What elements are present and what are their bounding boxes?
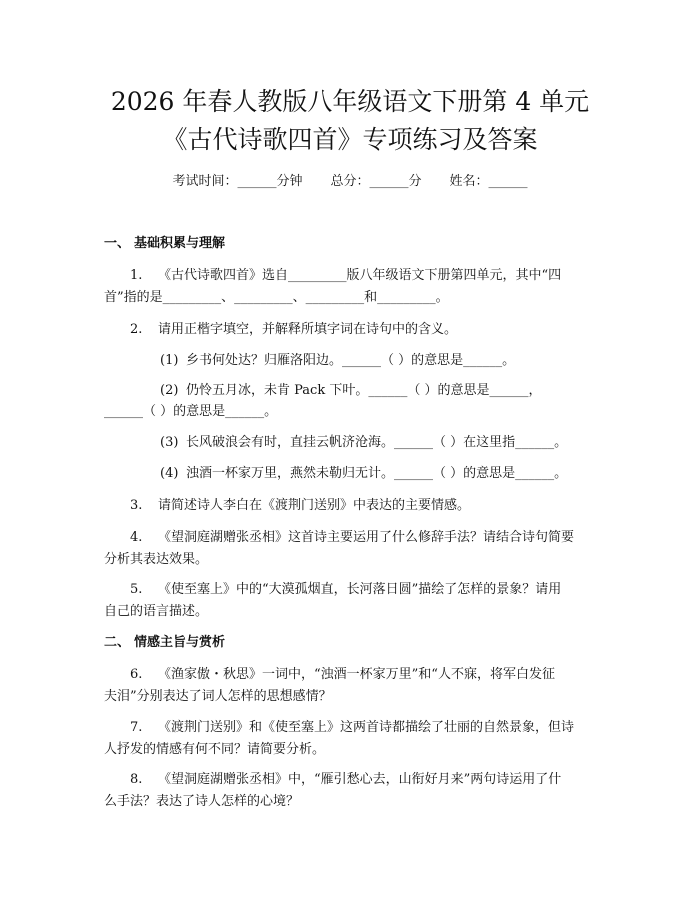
question-7-cont: 人抒发的情感有何不同？请简要分析。: [104, 742, 326, 757]
page-title-line2: 《古代诗歌四首》专项练习及答案: [162, 125, 538, 154]
question-6-cont: 夫泪”分别表达了词人怎样的思想感情？: [104, 689, 332, 704]
question-7: [130, 716, 574, 735]
subquestion-text: 仍怜五月冰，未肯 Pack 下叶。______（ ）的意思是______，: [186, 383, 542, 398]
question-number: 1.: [130, 268, 143, 283]
page-title-line1: 2026 年春人教版八年级语文下册第 4 单元: [110, 87, 590, 116]
subquestion-2-2: [160, 379, 541, 398]
section-title: 基础积累与理解: [134, 236, 226, 251]
question-1: [130, 264, 561, 283]
subquestion-2-4: [160, 462, 567, 481]
question-number: 6.: [130, 667, 143, 682]
question-text: 《古代诗歌四首》选自_________版八年级语文下册第四单元，其中“四: [158, 268, 562, 283]
exam-meta: [0, 170, 700, 189]
section-number: 一、: [104, 236, 131, 251]
section-heading-1: [104, 232, 225, 251]
question-text: 《渡荆门送别》和《使至塞上》这两首诗都描绘了壮丽的自然景象，但诗: [158, 720, 575, 735]
question-number: 3.: [130, 498, 143, 513]
question-5-cont: 自己的语言描述。: [104, 604, 209, 619]
question-8-cont: 么手法？表达了诗人怎样的心境？: [104, 794, 300, 809]
question-5: [130, 578, 561, 597]
subquestion-number: (1): [160, 353, 179, 368]
subquestion-text: 浊酒一杯家万里，燕然未勒归无计。______（ ）的意思是______。: [186, 466, 568, 481]
subquestion-2-2-cont: ______（ ）的意思是______。: [104, 404, 278, 419]
question-text: 《渔家傲・秋思》一词中，“浊酒一杯家万里”和“人不寐，将军白发征: [158, 667, 555, 682]
subquestion-number: (2): [160, 383, 179, 398]
exam-score: 总分：______分: [330, 174, 422, 189]
exam-name: 姓名：______: [449, 174, 528, 189]
question-number: 5.: [130, 582, 143, 597]
question-number: 4.: [130, 530, 143, 545]
section-number: 二、: [104, 635, 131, 650]
exam-time: 考试时间：______分钟: [172, 174, 303, 189]
question-8: [130, 768, 561, 787]
question-text: 《望洞庭湖赠张丞相》中，“雁引愁心去，山衔好月来”两句诗运用了什: [158, 772, 562, 787]
subquestion-2-1: [160, 349, 515, 368]
question-6: [130, 663, 555, 682]
subquestion-2-3: [160, 431, 567, 450]
question-text: 请简述诗人李白在《渡荆门送别》中表达的主要情感。: [158, 498, 471, 513]
question-2: [130, 318, 457, 337]
question-number: 8.: [130, 772, 143, 787]
section-heading-2: [104, 631, 225, 650]
subquestion-number: (3): [160, 435, 179, 450]
question-number: 2.: [130, 322, 143, 337]
subquestion-text: 乡书何处达？归雁洛阳边。______（ ）的意思是______。: [186, 353, 516, 368]
question-text: 《望洞庭湖赠张丞相》这首诗主要运用了什么修辞手法？请结合诗句简要: [158, 530, 575, 545]
section-title: 情感主旨与赏析: [134, 635, 226, 650]
question-number: 7.: [130, 720, 143, 735]
subquestion-text: 长风破浪会有时，直挂云帆济沧海。______（ ）在这里指______。: [186, 435, 568, 450]
question-4: [130, 526, 574, 545]
question-1-cont: 首”指的是_________、_________、_________和_________。: [104, 290, 449, 305]
question-4-cont: 分析其表达效果。: [104, 552, 209, 567]
question-text: 请用正楷字填空，并解释所填字词在诗句中的含义。: [158, 322, 458, 337]
subquestion-number: (4): [160, 466, 179, 481]
question-3: [130, 494, 470, 513]
question-text: 《使至塞上》中的“大漠孤烟直，长河落日圆”描绘了怎样的景象？请用: [158, 582, 562, 597]
